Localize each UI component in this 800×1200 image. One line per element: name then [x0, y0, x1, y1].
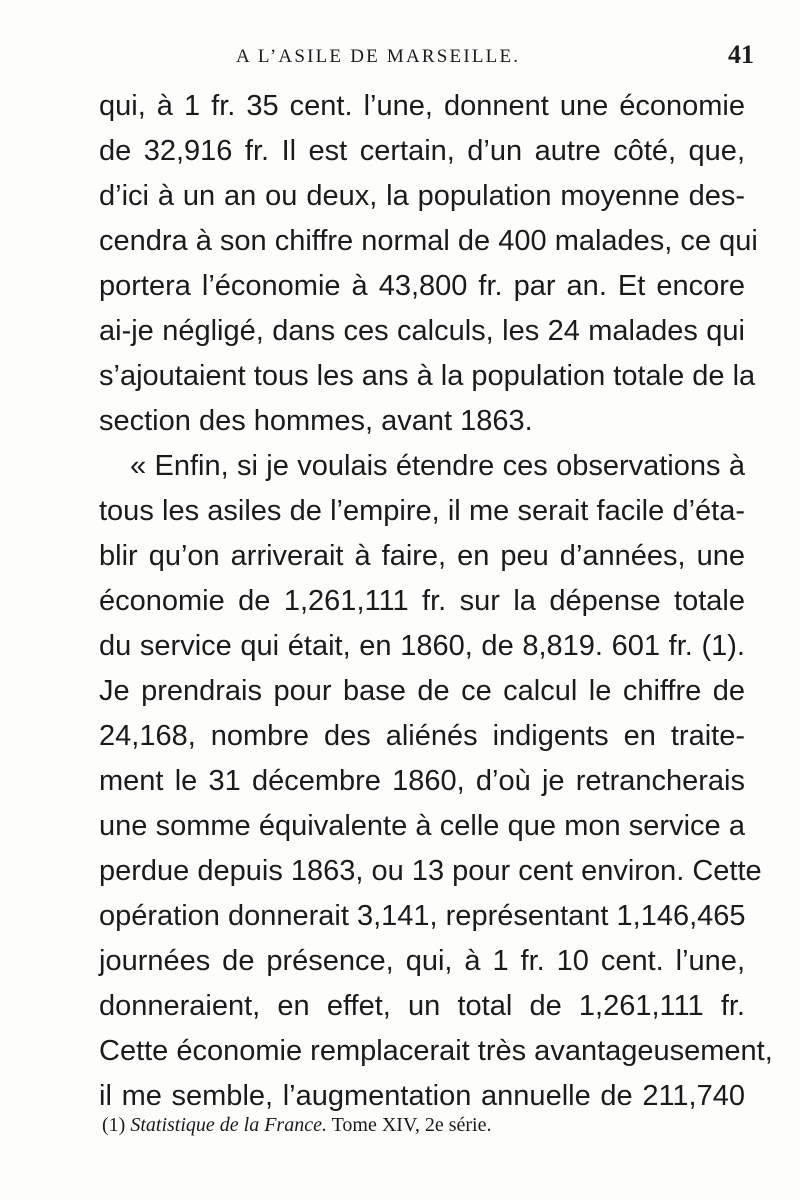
text-line: du service qui était, en 1860, de 8,819. 601 fr. (1).	[99, 630, 745, 662]
text-line: journées de présence, qui, à 1 fr. 10 cent. l’une,	[99, 945, 745, 977]
running-head: A L’ASILE DE MARSEILLE.	[236, 46, 521, 67]
text-line: s’ajoutaient tous les ans à la population totale de la	[99, 360, 756, 392]
text-line: blir qu’on arriverait à faire, en peu d’années, une	[99, 540, 745, 572]
text-line: Cette économie remplacerait très avantageusement,	[99, 1035, 773, 1067]
text-line: qui, à 1 fr. 35 cent. l’une, donnent une économie	[99, 90, 745, 122]
text-line: une somme équivalente à celle que mon service a	[99, 810, 745, 842]
footnote-title: Statistique de la France.	[130, 1114, 327, 1136]
text-line: ai-je négligé, dans ces calculs, les 24 malades qui	[99, 315, 745, 347]
text-line: section des hommes, avant 1863.	[99, 405, 533, 437]
text-line: donneraient, en effet, un total de 1,261,111 fr.	[99, 990, 745, 1022]
text-line: 24,168, nombre des aliénés indigents en traite-	[99, 720, 745, 752]
footnote-rest: Tome XIV, 2e série.	[331, 1114, 492, 1136]
text-line: portera l’économie à 43,800 fr. par an. Et encore	[99, 270, 745, 302]
text-line: tous les asiles de l’empire, il me serait facile d’éta-	[99, 495, 745, 527]
text-line: opération donnerait 3,141, représentant 1,146,465	[99, 900, 746, 932]
page-header	[0, 40, 800, 76]
text-line: cendra à son chiffre normal de 400 malades, ce qui	[99, 225, 758, 257]
footnote	[102, 1114, 491, 1137]
text-line: ment le 31 décembre 1860, d’où je retrancherais	[99, 765, 745, 797]
text-line: économie de 1,261,111 fr. sur la dépense totale	[99, 585, 745, 617]
text-line: « Enfin, si je voulais étendre ces observations à	[130, 450, 745, 482]
footnote-marker: (1)	[102, 1114, 126, 1136]
page-number: 41	[728, 40, 754, 69]
text-line: il me semble, l’augmentation annuelle de 211,740	[99, 1080, 745, 1112]
text-line: perdue depuis 1863, ou 13 pour cent environ. Cette	[99, 855, 762, 887]
text-line: de 32,916 fr. Il est certain, d’un autre côté, que,	[99, 135, 745, 167]
text-line: Je prendrais pour base de ce calcul le chiffre de	[99, 675, 745, 707]
text-line: d’ici à un an ou deux, la population moyenne des-	[99, 180, 745, 212]
